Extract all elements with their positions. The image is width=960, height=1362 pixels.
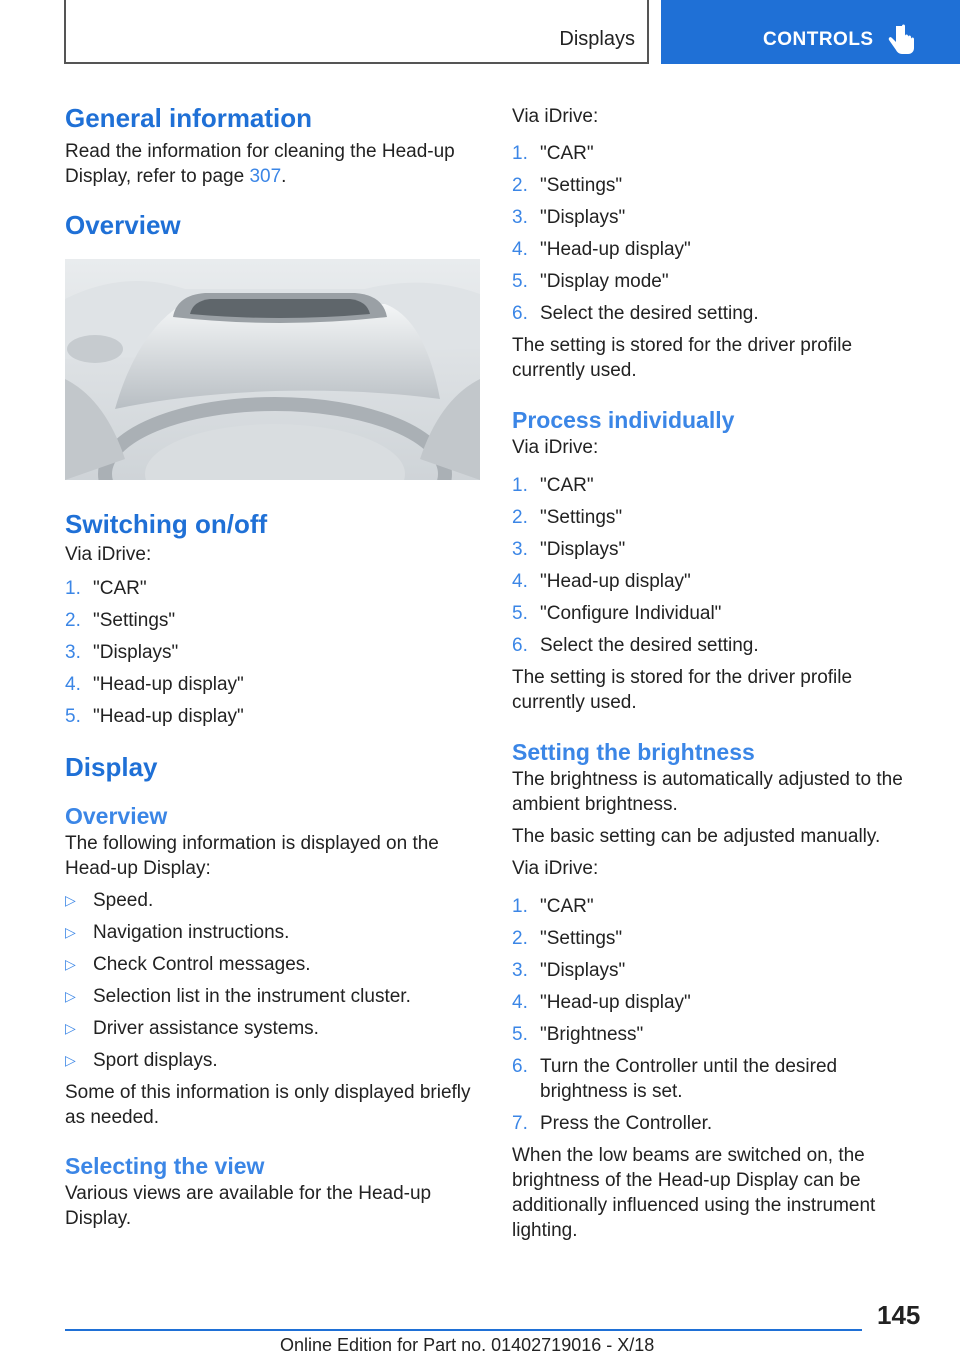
list-item: 4. "Head-up display" xyxy=(512,992,691,1013)
overview-title: Overview xyxy=(65,210,181,240)
list-item: 3. "Displays" xyxy=(512,539,626,560)
header-section-tab xyxy=(64,0,649,64)
list-item: 3. "Displays" xyxy=(512,207,626,228)
list-item: 1. "CAR" xyxy=(512,896,594,917)
general-information-title: General information xyxy=(65,103,313,133)
triangle-bullet-icon: ▷ xyxy=(65,988,76,1004)
brightness-text-3: When the low beams are switched on, the brightness of the Head-up Display can be additionally influenced using the instrument lighting. xyxy=(512,1145,876,1241)
display-note: Some of this information is only displayed briefly as needed. xyxy=(65,1082,471,1128)
list-item: 1. "CAR" xyxy=(512,475,594,496)
display-mode-steps-list xyxy=(512,141,912,326)
triangle-bullet-icon: ▷ xyxy=(65,892,76,908)
via-idrive-3: Via iDrive: xyxy=(512,858,599,879)
display-items-list xyxy=(65,888,480,1073)
header-chapter-label: CONTROLS xyxy=(763,29,874,50)
switch-via-idrive: Via iDrive: xyxy=(65,544,152,565)
list-item: 3. "Displays" xyxy=(512,960,626,981)
right-column xyxy=(512,104,912,1243)
via-idrive-2: Via iDrive: xyxy=(512,437,599,458)
brightness-text-1: The brightness is automatically adjusted to the ambient brightness. xyxy=(512,769,903,815)
header-chapter-tab xyxy=(661,0,960,64)
list-item: 7. Press the Controller. xyxy=(512,1113,713,1134)
triangle-bullet-icon: ▷ xyxy=(65,924,76,940)
header-section-label: Displays xyxy=(559,28,635,50)
switching-on-off-title: Switching on/off xyxy=(65,509,268,539)
left-column xyxy=(65,100,480,1231)
brightness-text-2: The basic setting can be adjusted manually. xyxy=(512,826,881,847)
list-item: 5. "Brightness" xyxy=(512,1024,644,1045)
display-title: Display xyxy=(65,752,158,782)
stored-note-2: The setting is stored for the driver profile currently used. xyxy=(512,667,853,713)
display-overview-text: The following information is displayed on the Head-up Display: xyxy=(65,833,439,879)
list-item: 2. "Settings" xyxy=(512,175,623,196)
display-overview-title: Overview xyxy=(65,803,168,829)
list-item: 3. "Displays" xyxy=(65,642,179,663)
list-item: ▷ Driver assistance systems. xyxy=(65,1018,319,1039)
head-up-display-photo xyxy=(65,259,480,480)
stored-note-1: The setting is stored for the driver profile currently used. xyxy=(512,335,853,381)
triangle-bullet-icon: ▷ xyxy=(65,1020,76,1036)
general-text-pre: Read the information for cleaning the Head-up Display, refer to page xyxy=(65,141,455,187)
general-text-post: . xyxy=(281,166,287,187)
list-item: 5. "Display mode" xyxy=(512,271,669,292)
list-item: 2. "Settings" xyxy=(512,507,623,528)
list-item: 6. Turn the Controller until the desired brightness is set. xyxy=(512,1056,838,1102)
page-307-link[interactable]: 307 xyxy=(249,166,282,187)
selecting-view-title: Selecting the view xyxy=(65,1153,265,1179)
via-idrive-1: Via iDrive: xyxy=(512,106,599,127)
process-individually-title: Process individually xyxy=(512,407,735,433)
selecting-view-text: Various views are available for the Head-up Display. xyxy=(65,1183,432,1229)
list-item: 2. "Settings" xyxy=(512,928,623,949)
brightness-steps-list xyxy=(512,894,912,1136)
list-item: 6. Select the desired setting. xyxy=(512,635,759,656)
triangle-bullet-icon: ▷ xyxy=(65,1052,76,1068)
configure-steps-list xyxy=(512,473,912,658)
list-item: 6. Select the desired setting. xyxy=(512,303,759,324)
list-item: 4. "Head-up display" xyxy=(512,239,691,260)
head-up-display-illustration xyxy=(65,259,480,480)
list-item: ▷ Speed. xyxy=(65,890,154,911)
general-information-text xyxy=(65,139,480,189)
list-item: 5. "Configure Individual" xyxy=(512,603,722,624)
list-item: 4. "Head-up display" xyxy=(65,674,244,695)
list-item: ▷ Sport displays. xyxy=(65,1050,218,1071)
list-item: 4. "Head-up display" xyxy=(512,571,691,592)
list-item: 5. "Head-up display" xyxy=(65,706,244,727)
list-item: ▷ Selection list in the instrument cluster. xyxy=(65,986,411,1007)
page-number: 145 xyxy=(877,1300,921,1330)
setting-brightness-title: Setting the brightness xyxy=(512,739,755,765)
footer-divider xyxy=(65,1329,862,1331)
triangle-bullet-icon: ▷ xyxy=(65,956,76,972)
list-item: 2. "Settings" xyxy=(65,610,176,631)
switch-steps-list xyxy=(65,576,480,729)
hand-pointer-icon xyxy=(887,24,917,56)
list-item: ▷ Check Control messages. xyxy=(65,954,311,975)
list-item: ▷ Navigation instructions. xyxy=(65,922,290,943)
list-item: 1. "CAR" xyxy=(65,578,147,599)
footer-edition: Online Edition for Part no. 01402719016 - X/18 xyxy=(280,1335,655,1355)
list-item: 1. "CAR" xyxy=(512,143,594,164)
